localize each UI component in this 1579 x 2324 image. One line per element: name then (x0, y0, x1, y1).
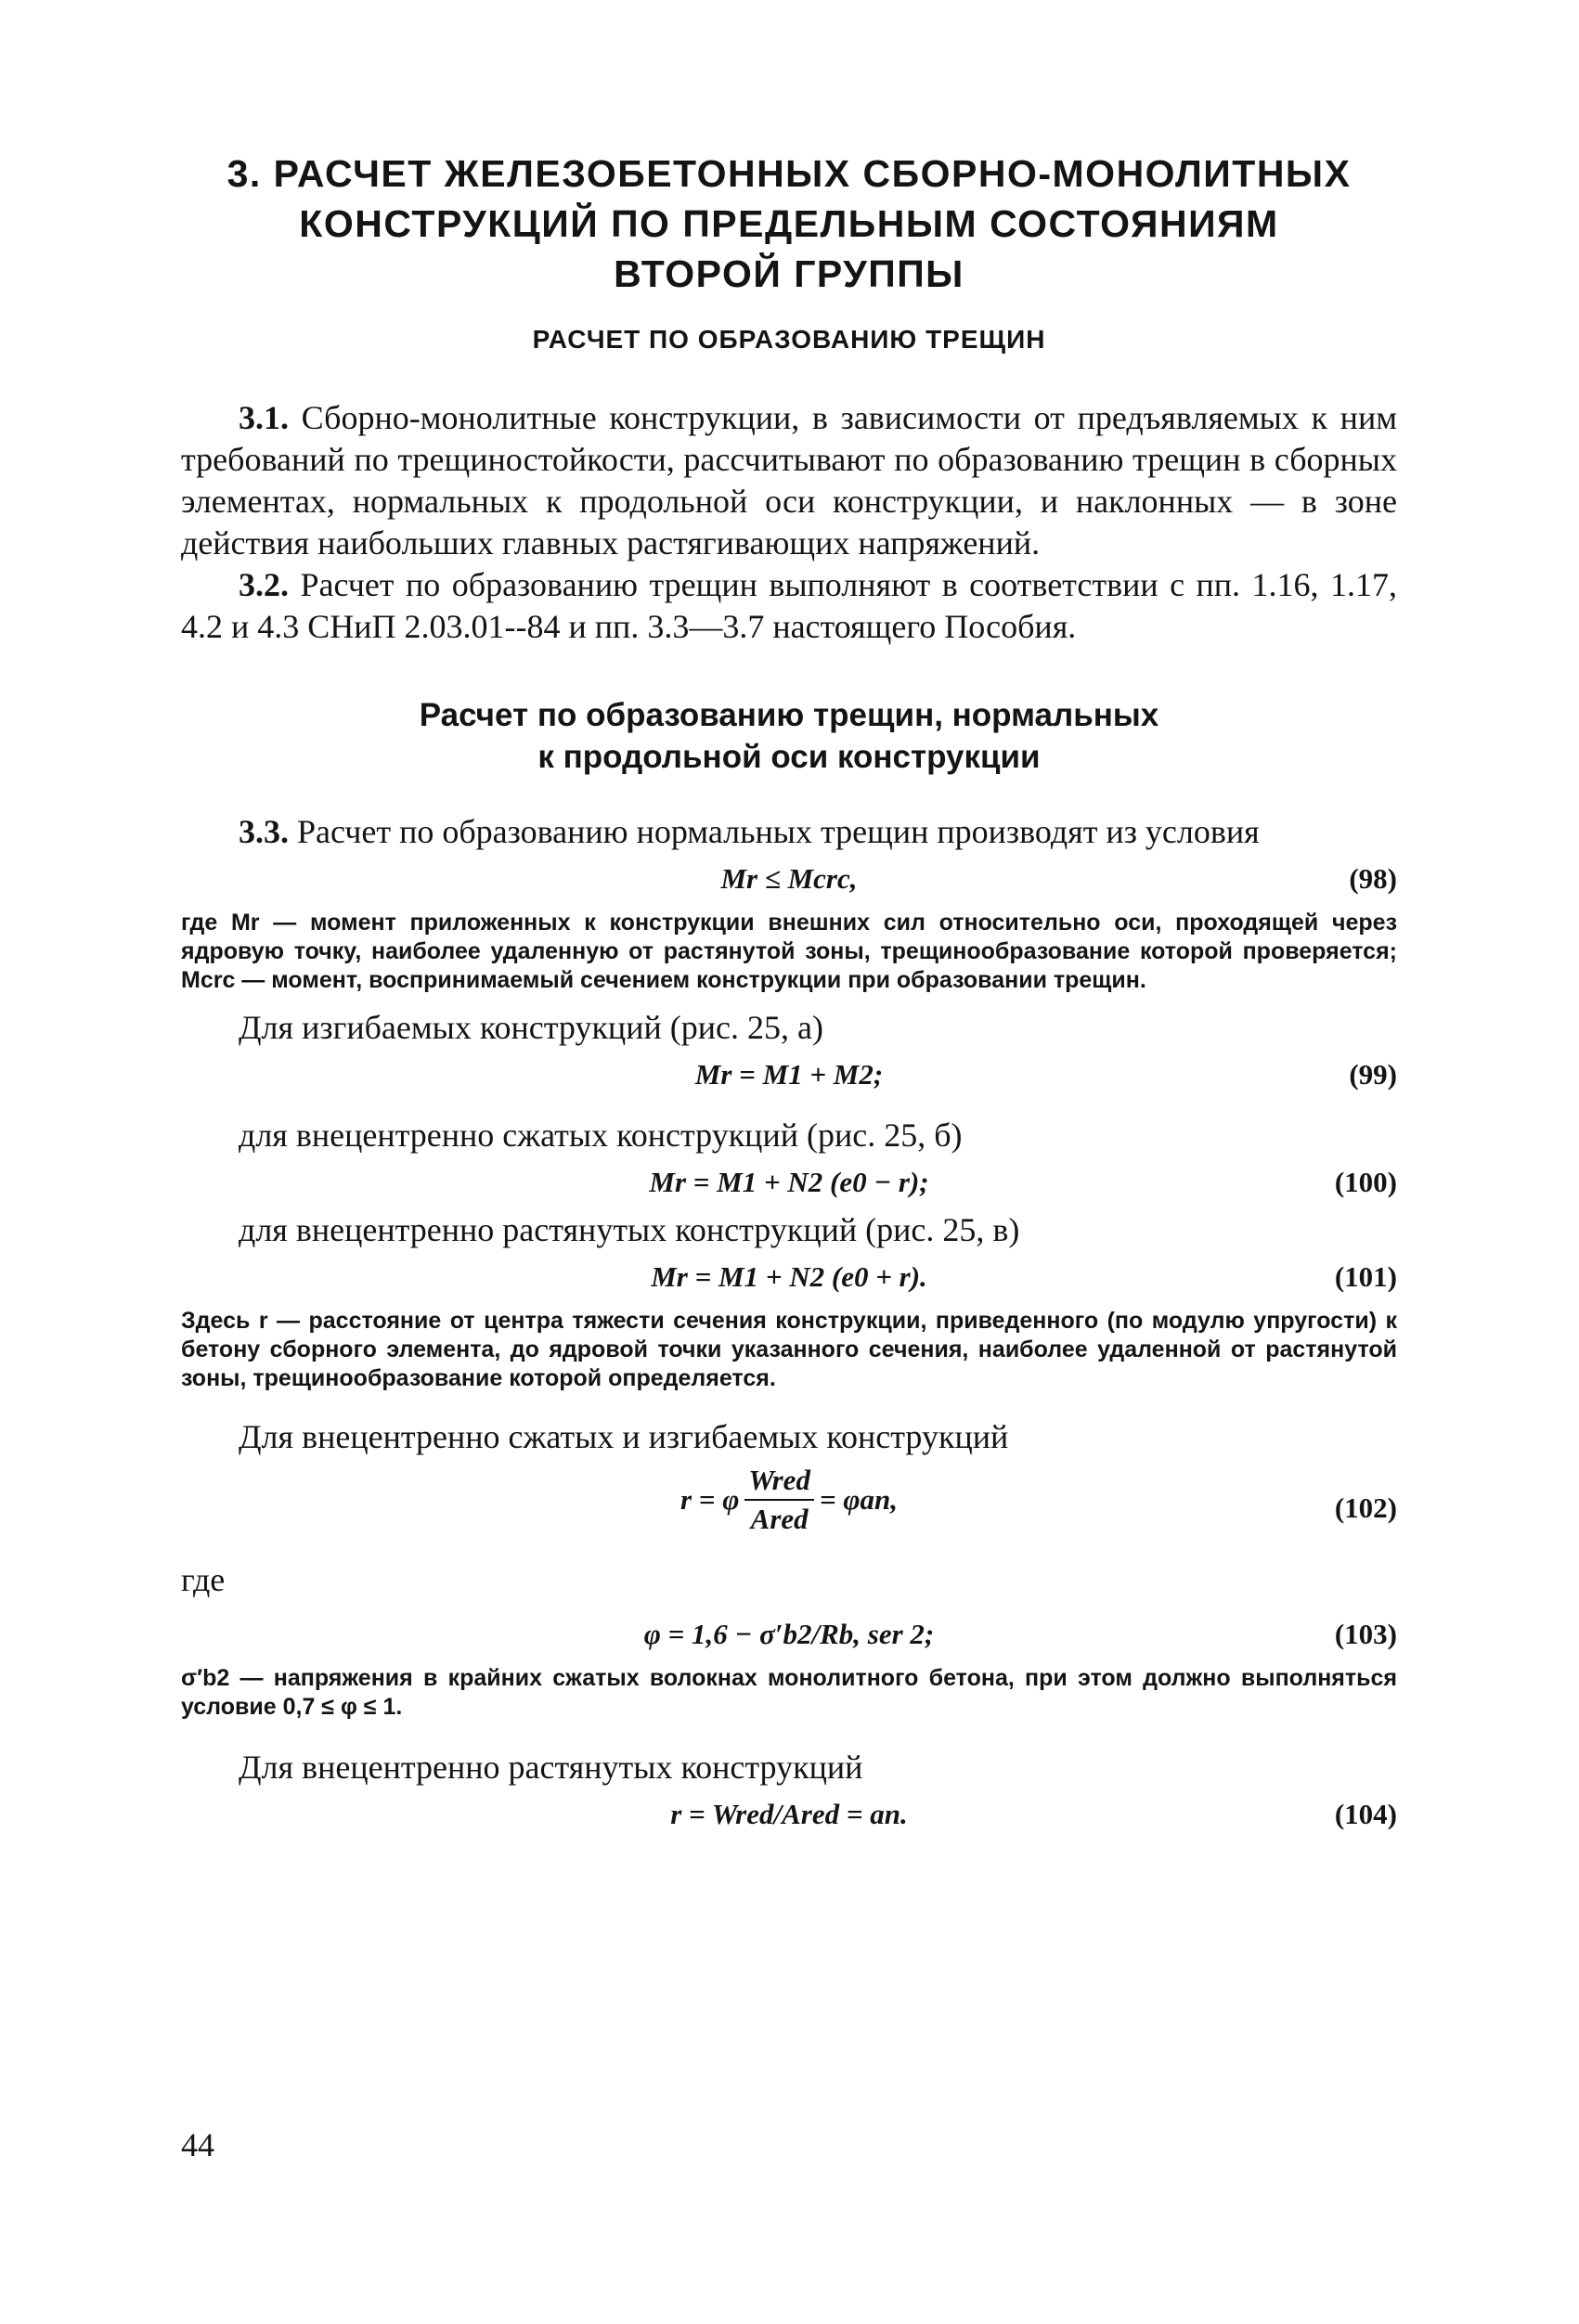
equation-102 (181, 1462, 1397, 1555)
equation-left: r = φ (679, 1483, 740, 1516)
equation-103 (181, 1612, 1397, 1657)
lead-102: Для внецентренно сжатых и изгибаемых конструкций (239, 1418, 1009, 1455)
section-heading: РАСЧЕТ ПО ОБРАЗОВАНИЮ ТРЕЩИН (532, 325, 1046, 354)
lead-99: Для изгибаемых конструкций (рис. 25, а) (239, 1009, 823, 1046)
page-number: 44 (181, 2126, 214, 2163)
equation-formula: Mr ≤ Mcrc, (720, 862, 858, 895)
equation-104 (181, 1792, 1397, 1837)
paragraph-3-1 (181, 397, 1397, 564)
equation-number: (104) (1334, 1798, 1397, 1830)
equation-101 (181, 1255, 1397, 1299)
paragraph-3-3 (181, 811, 1397, 853)
subsection-heading (181, 694, 1397, 778)
equation-formula: Mr = M1 + N2 (e0 + r). (651, 1260, 927, 1293)
paragraph-3-2 (181, 564, 1397, 648)
chapter-title-line-1: 3. РАСЧЕТ ЖЕЛЕЗОБЕТОННЫХ СБОРНО-МОНОЛИТНЫХ (226, 152, 1352, 195)
equation-formula: r = Wred/Ared = an. (670, 1798, 908, 1830)
equation-formula: Mr = M1 + M2; (694, 1058, 884, 1091)
note-101: Здесь r — расстояние от центра тяжести сечения конструкции, приведенного (по модулю упругости) к бетону сборного элемента, до ядровой точки указанного сечения, наиболее удаленной от растянутой зоны, трещинообразование которой определяется. (181, 1308, 1397, 1391)
equation-number: (103) (1334, 1618, 1397, 1650)
subsection-heading-line-1: Расчет по образованию трещин, нормальных (419, 697, 1159, 733)
equation-number: (101) (1334, 1260, 1397, 1293)
paragraph-text: Расчет по образованию нормальных трещин производят из условия (289, 813, 1260, 850)
equation-number: (99) (1349, 1058, 1397, 1091)
paragraph-number: 3.2. (239, 566, 289, 603)
chapter-title-line-2: КОНСТРУКЦИЙ ПО ПРЕДЕЛЬНЫМ СОСТОЯНИЯМ (299, 202, 1279, 245)
equation-number: (100) (1334, 1166, 1397, 1198)
chapter-title (181, 148, 1397, 299)
note-98: где Mr — момент приложенных к конструкции внешних сил относительно оси, проходящей через ядровую точку, наиболее удаленную от растянутой зоны, трещинообразование которой проверяется; Mcrc — момент, воспринимаемый сечением конструкции при образовании трещин. (181, 910, 1397, 993)
equation-98 (181, 857, 1397, 901)
paragraph-text: Сборно-монолитные конструкции, в зависимости от предъявляемых к ним требований по трещиностойкости, рассчитывают по образованию трещин в сборных элементах, нормальных к продольной оси конструкции, и наклонных — в зоне действия наибольших главных растягивающих напряжений. (181, 399, 1397, 562)
equation-number: (98) (1349, 862, 1397, 895)
fraction-numerator: Wred (744, 1462, 814, 1501)
where-label: где (181, 1561, 226, 1598)
paragraph-text: Расчет по образованию трещин выполняют в соответствии с пп. 1.16, 1.17, 4.2 и 4.3 СНиП 2.03.01--84 и пп. 3.3—3.7 настоящего Пособия. (181, 566, 1397, 645)
page-content (181, 139, 1397, 1840)
lead-100: для внецентренно сжатых конструкций (рис. 25, б) (239, 1117, 963, 1154)
equation-formula (181, 1462, 1397, 1538)
note-103: σ′b2 — напряжения в крайних сжатых волокнах монолитного бетона, при этом должно выполняться условие 0,7 ≤ φ ≤ 1. (181, 1665, 1397, 1720)
equation-formula: φ = 1,6 − σ′b2/Rb, ser 2; (643, 1618, 935, 1650)
equation-number: (102) (1334, 1491, 1397, 1524)
equation-right: = φan, (819, 1483, 898, 1516)
lead-101: для внецентренно растянутых конструкций (рис. 25, в) (239, 1211, 1020, 1248)
paragraph-number: 3.3. (239, 813, 289, 850)
chapter-title-line-3: ВТОРОЙ ГРУППЫ (614, 252, 964, 295)
paragraph-number: 3.1. (239, 399, 289, 436)
subsection-heading-line-2: к продольной оси конструкции (537, 739, 1041, 775)
lead-104: Для внецентренно растянутых конструкций (239, 1749, 863, 1786)
fraction-denominator: Ared (750, 1503, 809, 1535)
equation-100 (181, 1160, 1397, 1205)
equation-formula: Mr = M1 + N2 (e0 − r); (649, 1166, 929, 1198)
equation-99 (181, 1052, 1397, 1097)
